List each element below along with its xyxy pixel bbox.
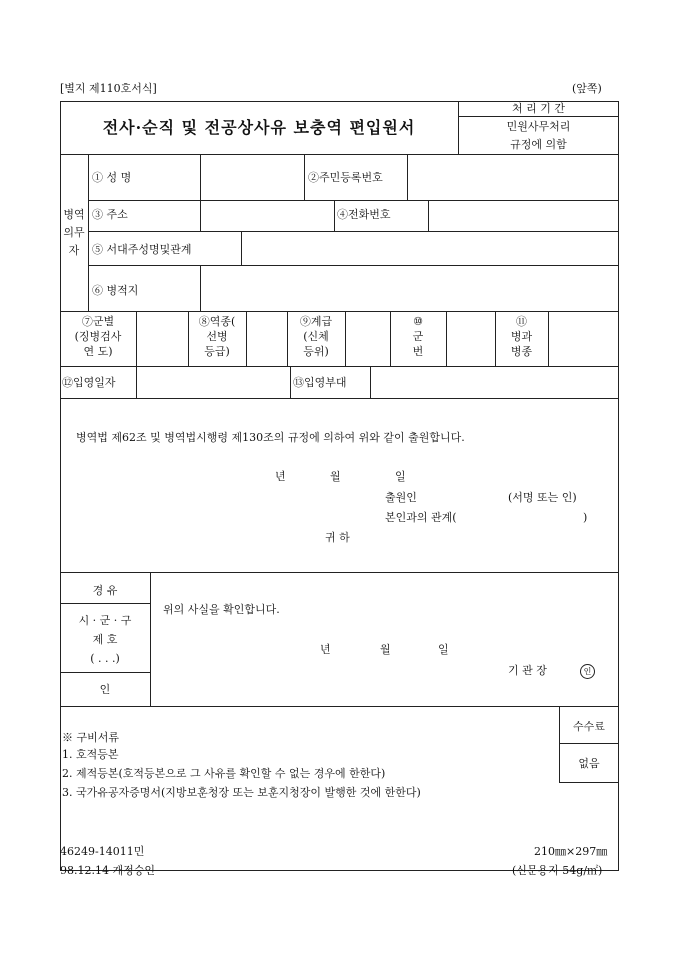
agency-head-seal[interactable] <box>580 664 595 679</box>
processing-period-heading: 처 리 기 간 <box>512 102 565 115</box>
seal-icon: 인 <box>580 664 595 679</box>
specialty-label-1: ⑪ <box>516 315 527 328</box>
confirmation-year-label: 년 <box>320 643 331 656</box>
signature-field[interactable]: (서명 또는 인) <box>508 491 577 504</box>
required-document-1: 1. 호적등본 <box>62 748 119 761</box>
application-year-label: 년 <box>275 470 286 483</box>
enlist-unit-label: ⑬입영부대 <box>293 376 347 389</box>
applicant-group-label-3: 자 <box>68 244 80 257</box>
name-field[interactable] <box>201 155 304 199</box>
via-seal-label: 인 <box>99 683 111 696</box>
revision-approval: 98.12.14 개정승인 <box>60 864 155 877</box>
duty-type-label-3: 등급) <box>204 345 230 358</box>
relation-field[interactable] <box>478 509 578 525</box>
registry-field[interactable] <box>201 266 618 310</box>
address-label: ③ 주소 <box>92 208 128 221</box>
household-head-field[interactable] <box>242 232 618 264</box>
application-month-label: 월 <box>330 470 341 483</box>
resident-number-label: ②주민등록번호 <box>308 171 383 184</box>
name-label: ① 성 명 <box>92 171 132 184</box>
duty-type-field[interactable] <box>247 312 287 365</box>
required-documents-heading: ※ 구비서류 <box>62 731 120 744</box>
fee-label: 수수료 <box>573 720 605 733</box>
confirmation-month-label: 월 <box>380 643 391 656</box>
agency-head-label: 기 관 장 <box>508 664 547 677</box>
service-number-field[interactable] <box>447 312 495 365</box>
statement-text: 병역법 제62조 및 병역법시행령 제130조의 규정에 의하여 위와 같이 출원합니다. <box>76 431 465 444</box>
relation-close: ) <box>583 511 588 524</box>
applicant-group-label-1: 병역 <box>63 208 85 221</box>
office-label-2: 제 호 <box>92 633 118 646</box>
phone-field[interactable] <box>429 201 618 230</box>
confirmation-text: 위의 사실을 확인합니다. <box>163 603 280 616</box>
form-number: [별지 제110호서식] <box>60 82 157 95</box>
applicant-label: 출원인 <box>385 491 417 504</box>
branch-label-3: 연 도) <box>83 345 113 358</box>
branch-label-1: ⑦군별 <box>81 315 115 328</box>
processing-period-line1: 민원사무처리 <box>506 120 571 133</box>
applicant-group-label-2: 의무 <box>63 226 85 239</box>
service-number-label-1: ⑩ <box>413 315 423 328</box>
addressee: 귀 하 <box>325 531 350 544</box>
phone-label: ④전화번호 <box>337 208 391 221</box>
duty-type-label-1: ⑧역종( <box>198 315 236 328</box>
household-head-label: ⑤ 서대주성명및관계 <box>92 243 192 256</box>
rank-label-3: 등위) <box>303 345 329 358</box>
specialty-label-2: 병과 <box>510 330 533 343</box>
paper-spec: (신문용지 54g/㎡) <box>512 864 603 877</box>
service-number-label-3: 번 <box>412 345 424 358</box>
enlist-date-field[interactable] <box>137 367 290 397</box>
enlist-date-label: ⑫입영일자 <box>62 376 116 389</box>
required-document-2: 2. 제적등본(호적등본으로 그 사유를 확인할 수 없는 경우에 한한다) <box>62 767 386 780</box>
enlist-unit-field[interactable] <box>371 367 618 397</box>
duty-type-label-2: 선병 <box>206 330 228 343</box>
paper-size: 210㎜×297㎜ <box>534 845 608 858</box>
application-day-label: 일 <box>395 470 406 483</box>
rank-label-2: (신체 <box>303 330 329 343</box>
rank-label-1: ⑨계급 <box>299 315 333 328</box>
relation-label: 본인과의 관계( <box>385 511 457 524</box>
rank-field[interactable] <box>346 312 390 365</box>
required-document-3: 3. 국가유공자증명서(지방보훈청장 또는 보훈지청장이 발행한 것에 한한다) <box>62 786 421 799</box>
specialty-field[interactable] <box>549 312 618 365</box>
confirmation-day-label: 일 <box>438 643 449 656</box>
office-label-3: ( . . .) <box>90 652 120 665</box>
branch-field[interactable] <box>137 312 188 365</box>
page-side-label: (앞쪽) <box>572 82 602 95</box>
address-field[interactable] <box>201 201 334 230</box>
office-label-1: 시 · 군 · 구 <box>78 614 132 627</box>
processing-period-line2: 규정에 의함 <box>510 138 567 151</box>
registry-label: ⑥ 병적지 <box>92 284 139 297</box>
form-title: 전사·순직 및 전공상사유 보충역 편입원서 <box>102 118 416 137</box>
branch-label-2: (징병검사 <box>74 330 122 343</box>
specialty-label-3: 병종 <box>510 345 533 358</box>
fee-value: 없음 <box>578 757 600 770</box>
form-code: 46249-14011민 <box>60 845 145 858</box>
via-label: 경 유 <box>92 584 118 597</box>
service-number-label-2: 군 <box>412 330 424 343</box>
resident-number-field[interactable] <box>408 155 618 199</box>
